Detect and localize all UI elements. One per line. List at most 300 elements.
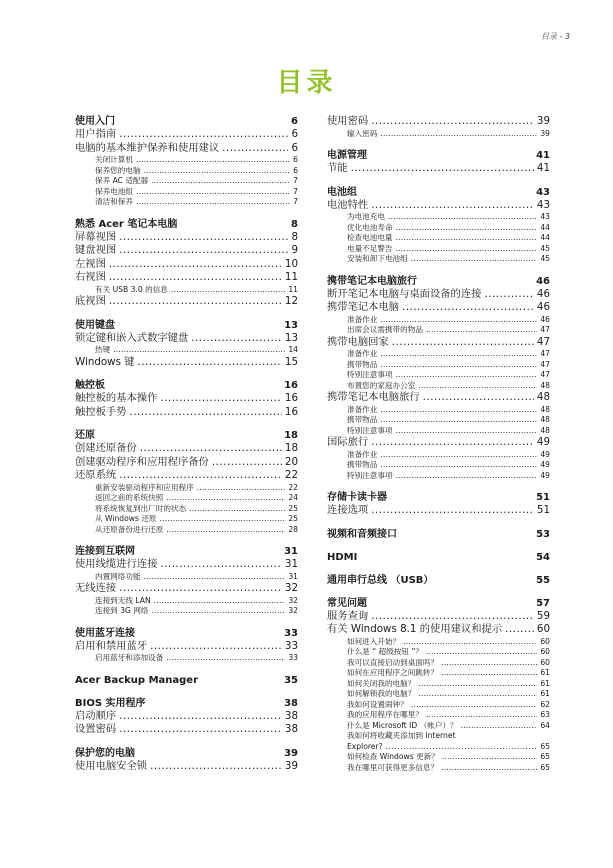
toc-page-number: 43 bbox=[540, 212, 550, 221]
toc-entry-title: 电池组 bbox=[327, 186, 357, 198]
toc-page-number: 7 bbox=[293, 176, 298, 185]
dot-leader bbox=[380, 349, 537, 360]
toc-entry-title: 从 Windows 还原 bbox=[95, 514, 157, 523]
toc-entry-subsection[interactable] bbox=[327, 349, 550, 360]
toc-page-number: 49 bbox=[540, 460, 550, 469]
toc-page-number: 47 bbox=[540, 370, 550, 379]
toc-entry-chapter[interactable] bbox=[75, 319, 298, 332]
toc-page-number: 24 bbox=[288, 493, 298, 502]
toc-entry-title: 如何检查 Windows 更新？ bbox=[347, 752, 439, 761]
toc-entry-section[interactable] bbox=[75, 760, 298, 774]
toc-page-number: 20 bbox=[284, 455, 298, 468]
toc-page-number: 53 bbox=[536, 528, 550, 540]
dot-leader bbox=[396, 223, 538, 234]
toc-entry-chapter[interactable] bbox=[327, 551, 550, 564]
toc-entry-title: 有关 USB 3.0 的信息 bbox=[95, 284, 168, 294]
toc-entry-title: 触控板的基本操作 bbox=[75, 392, 158, 404]
toc-entry-section[interactable] bbox=[75, 558, 298, 572]
toc-entry-section[interactable] bbox=[75, 406, 298, 420]
toc-entry-section[interactable] bbox=[327, 391, 550, 405]
dot-leader bbox=[418, 381, 537, 392]
toc-entry-title: 如何在应用程序之间跳转？ bbox=[347, 668, 439, 677]
toc-page-number: 65 bbox=[540, 762, 550, 772]
toc-page-number: 60 bbox=[540, 647, 550, 656]
toc-entry-title: 连接到 3G 网络 bbox=[95, 606, 149, 615]
toc-entry-subsection[interactable] bbox=[327, 763, 550, 774]
toc-entry-title: 触控板手势 bbox=[75, 405, 127, 418]
dot-leader bbox=[392, 336, 534, 350]
dot-leader bbox=[441, 658, 537, 669]
toc-entry-section[interactable] bbox=[75, 392, 298, 406]
toc-entry-title: 将系统恢复到出厂时的状态 bbox=[95, 503, 187, 513]
toc-page-number: 65 bbox=[540, 752, 550, 761]
toc-entry-title: 断开笔记本电脑与桌面设备的连接 bbox=[327, 287, 482, 300]
toc-entry-section[interactable] bbox=[75, 710, 298, 724]
toc-entry-section[interactable] bbox=[327, 162, 550, 176]
toc-page-number: 32 bbox=[288, 595, 298, 605]
dot-leader bbox=[197, 483, 286, 494]
toc-entry-title: 使用入门 bbox=[75, 116, 115, 127]
toc-page-number: 7 bbox=[293, 197, 298, 206]
toc-entry-subsection[interactable] bbox=[75, 155, 298, 166]
toc-entry-title: 连接到互联网 bbox=[75, 546, 135, 557]
toc-page-number: 22 bbox=[288, 482, 298, 492]
toc-entry-title: 携带电脑回家 bbox=[327, 335, 389, 348]
dot-leader bbox=[411, 254, 538, 265]
toc-entry-subsection[interactable] bbox=[327, 658, 550, 669]
toc-page-number: 51 bbox=[536, 504, 550, 516]
toc-entry-subsection[interactable] bbox=[75, 166, 298, 177]
toc-entry-subsection[interactable] bbox=[75, 514, 298, 525]
toc-entry-section[interactable] bbox=[75, 244, 298, 258]
toc-entry-subsection[interactable] bbox=[327, 731, 550, 752]
dot-leader bbox=[119, 469, 282, 483]
toc-page-number: 18 bbox=[284, 442, 298, 454]
toc-page-number: 31 bbox=[284, 546, 298, 557]
toc-entry-section[interactable] bbox=[327, 115, 550, 129]
toc-entry-subsection[interactable] bbox=[327, 471, 550, 482]
toc-page-number: 38 bbox=[284, 709, 298, 722]
toc-entry-title: 如何解锁我的电脑？ bbox=[347, 689, 416, 698]
toc-page-number: 18 bbox=[284, 430, 298, 441]
toc-page-number: 49 bbox=[536, 436, 550, 448]
toc-entry-section[interactable] bbox=[75, 456, 298, 470]
toc-entry-chapter[interactable] bbox=[327, 275, 550, 288]
toc-entry-chapter[interactable] bbox=[75, 115, 298, 128]
toc-entry-title: 特别注意事项 bbox=[347, 470, 393, 480]
toc-page-number: 48 bbox=[540, 425, 550, 435]
toc-entry-chapter[interactable] bbox=[75, 697, 298, 710]
toc-entry-subsection[interactable] bbox=[75, 606, 298, 617]
toc-entry-title: 启用蓝牙和添加设备 bbox=[95, 653, 164, 662]
dot-leader bbox=[371, 610, 534, 624]
toc-page-number: 31 bbox=[288, 571, 298, 581]
dot-leader bbox=[380, 450, 537, 461]
toc-entry-subsection[interactable] bbox=[327, 360, 550, 371]
toc-entry-subsection[interactable] bbox=[75, 285, 298, 296]
toc-entry-chapter[interactable] bbox=[327, 574, 550, 587]
toc-entry-title: 电量不足警告 bbox=[347, 243, 393, 253]
toc-entry-subsection[interactable] bbox=[327, 254, 550, 265]
dot-leader bbox=[388, 212, 537, 223]
toc-page-number: 31 bbox=[284, 558, 298, 570]
toc-page-number: 48 bbox=[540, 415, 550, 424]
toc-page-number: 14 bbox=[288, 345, 298, 354]
toc-entry-title: 优化电池寿命 bbox=[347, 222, 393, 232]
dot-leader bbox=[505, 623, 534, 637]
toc-page-number: 55 bbox=[536, 574, 550, 586]
toc-entry-chapter[interactable] bbox=[75, 747, 298, 760]
dot-leader bbox=[351, 162, 534, 176]
toc-entry-title: 出席会议需携带的物品 bbox=[347, 325, 423, 334]
toc-entry-title: 服务查询 bbox=[327, 609, 369, 622]
toc-page-number: 25 bbox=[288, 514, 298, 523]
toc-entry-subsection[interactable] bbox=[75, 345, 298, 356]
toc-page-number: 61 bbox=[540, 678, 550, 688]
toc-entry-subsection[interactable] bbox=[75, 493, 298, 504]
toc-entry-section[interactable] bbox=[75, 258, 298, 272]
toc-page-number: 63 bbox=[540, 710, 550, 719]
toc-entry-section[interactable] bbox=[327, 504, 550, 518]
toc-entry-subsection[interactable] bbox=[75, 653, 298, 664]
toc-entry-subsection[interactable] bbox=[327, 315, 550, 326]
toc-entry-chapter[interactable] bbox=[75, 627, 298, 640]
toc-entry-title: 触控板 bbox=[75, 380, 105, 391]
dot-leader bbox=[386, 742, 538, 753]
dot-leader bbox=[396, 244, 538, 255]
toc-page-number: 61 bbox=[540, 689, 550, 698]
dot-leader bbox=[119, 582, 282, 596]
toc-entry-subsection[interactable] bbox=[327, 244, 550, 255]
dot-leader bbox=[119, 723, 282, 737]
toc-entry-subsection[interactable] bbox=[327, 710, 550, 721]
dot-leader bbox=[396, 233, 538, 244]
dot-leader bbox=[461, 721, 538, 732]
toc-entry-section[interactable] bbox=[75, 582, 298, 596]
toc-entry-title: 什么是 Microsoft ID （帐户）？ bbox=[347, 720, 458, 730]
toc-entry-chapter[interactable] bbox=[75, 545, 298, 558]
dot-leader bbox=[403, 637, 537, 648]
toc-entry-title: 创建驱动程序和应用程序备份 bbox=[75, 455, 209, 468]
toc-entry-title: 使用蓝牙连接 bbox=[75, 627, 135, 639]
toc-entry-title: Acer Backup Manager bbox=[75, 674, 199, 686]
toc-entry-title: BIOS 实用程序 bbox=[75, 697, 146, 709]
toc-page-number: 39 bbox=[284, 747, 298, 759]
toc-entry-subsection[interactable] bbox=[327, 426, 550, 437]
dot-leader bbox=[371, 504, 534, 518]
toc-entry-subsection[interactable] bbox=[327, 637, 550, 648]
toc-entry-subsection[interactable] bbox=[327, 647, 550, 658]
toc-entry-subsection[interactable] bbox=[75, 596, 298, 607]
toc-page-number: 28 bbox=[288, 524, 298, 534]
toc-entry-section[interactable] bbox=[75, 295, 298, 309]
toc-page-number: 47 bbox=[540, 349, 550, 358]
toc-entry-subsection[interactable] bbox=[75, 187, 298, 198]
toc-entry-section[interactable] bbox=[75, 723, 298, 737]
toc-page-number: 15 bbox=[284, 355, 298, 368]
toc-entry-title: 有关 Windows 8.1 的使用建议和提示 bbox=[327, 623, 503, 635]
toc-right-column bbox=[327, 115, 550, 773]
toc-entry-subsection[interactable] bbox=[327, 325, 550, 336]
toc-page-number: 13 bbox=[284, 331, 298, 344]
toc-page-number: 39 bbox=[540, 128, 550, 138]
dot-leader bbox=[166, 525, 285, 536]
dot-leader bbox=[371, 199, 534, 213]
toc-entry-subsection[interactable] bbox=[327, 233, 550, 244]
toc-page-number: 61 bbox=[540, 668, 550, 677]
toc-entry-subsection[interactable] bbox=[75, 525, 298, 536]
dot-leader bbox=[136, 155, 290, 166]
toc-entry-title: 携带物品 bbox=[347, 415, 378, 424]
toc-page-number: 49 bbox=[540, 449, 550, 459]
dot-leader bbox=[484, 288, 533, 302]
toc-entry-section[interactable] bbox=[327, 436, 550, 450]
dot-leader bbox=[109, 258, 282, 272]
toc-page-number: 6 bbox=[293, 165, 298, 175]
toc-page-number: 43 bbox=[536, 198, 550, 211]
toc-entry-title: 锁定键和嵌入式数字键盘 bbox=[75, 331, 189, 344]
toc-entry-title: 视频和音频接口 bbox=[327, 528, 397, 540]
toc-entry-title: 从还原备份进行还原 bbox=[95, 524, 164, 534]
toc-entry-section[interactable] bbox=[327, 288, 550, 302]
toc-entry-title: 使用键盘 bbox=[75, 319, 115, 331]
toc-entry-chapter[interactable] bbox=[75, 379, 298, 392]
toc-page-number: 43 bbox=[536, 186, 550, 198]
toc-page-number: 45 bbox=[540, 254, 550, 263]
toc-entry-subsection[interactable] bbox=[327, 212, 550, 223]
toc-page-number: 8 bbox=[291, 218, 298, 230]
toc-entry-title: 保养您的电脑 bbox=[95, 165, 141, 175]
toc-entry-section[interactable] bbox=[327, 199, 550, 213]
toc-entry-subsection[interactable] bbox=[75, 483, 298, 494]
toc-page-number: 16 bbox=[284, 405, 298, 418]
dot-leader bbox=[396, 471, 538, 482]
toc-entry-title: 常见问题 bbox=[327, 597, 367, 609]
toc-entry-section[interactable] bbox=[75, 271, 298, 285]
toc-entry-title: 启用和禁用蓝牙 bbox=[75, 639, 148, 652]
toc-page-number: 13 bbox=[284, 319, 298, 331]
toc-page-number: 33 bbox=[288, 653, 298, 662]
dot-leader bbox=[119, 128, 288, 142]
toc-entry-subsection[interactable] bbox=[327, 668, 550, 679]
toc-entry-title: 使用线缆进行连接 bbox=[75, 558, 158, 570]
toc-entry-subsection[interactable] bbox=[75, 572, 298, 583]
toc-entry-title: 保养 AC 适配器 bbox=[95, 176, 149, 185]
toc-entry-subsection[interactable] bbox=[327, 129, 550, 140]
toc-entry-title: 屏幕视图 bbox=[75, 230, 117, 243]
toc-entry-title: Windows 键 bbox=[75, 355, 135, 368]
toc-entry-section[interactable] bbox=[327, 610, 550, 624]
dot-leader bbox=[380, 129, 537, 140]
dot-leader bbox=[396, 426, 538, 437]
toc-entry-section[interactable] bbox=[75, 332, 298, 346]
toc-page-number: 54 bbox=[536, 551, 550, 563]
dot-leader bbox=[411, 700, 538, 711]
toc-entry-title: Explorer? bbox=[347, 741, 383, 751]
toc-page-number: 9 bbox=[291, 244, 298, 256]
page-title: 目录 bbox=[276, 68, 337, 98]
dot-leader bbox=[423, 391, 534, 405]
toc-entry-subsection[interactable] bbox=[327, 689, 550, 700]
toc-entry-title: 电脑的基本维护保养和使用建议 bbox=[75, 141, 220, 154]
dot-leader bbox=[441, 668, 537, 679]
toc-entry-subsection[interactable] bbox=[327, 405, 550, 416]
toc-page-number: 48 bbox=[536, 391, 550, 403]
toc-entry-chapter[interactable] bbox=[327, 491, 550, 504]
toc-entry-subsection[interactable] bbox=[327, 223, 550, 234]
toc-entry-title: 存储卡读卡器 bbox=[327, 492, 387, 503]
toc-entry-chapter[interactable] bbox=[75, 218, 298, 231]
toc-page-number: 39 bbox=[536, 115, 550, 127]
toc-page-number: 46 bbox=[536, 275, 550, 287]
toc-entry-section[interactable] bbox=[75, 142, 298, 156]
toc-entry-subsection[interactable] bbox=[327, 700, 550, 711]
dot-leader bbox=[160, 558, 282, 572]
toc-entry-subsection[interactable] bbox=[327, 415, 550, 426]
toc-entry-chapter[interactable] bbox=[327, 528, 550, 541]
dot-leader bbox=[380, 460, 537, 471]
toc-entry-title: 节能 bbox=[327, 162, 348, 174]
toc-entry-title: 返回之前的系统快照 bbox=[95, 493, 164, 502]
toc-entry-section[interactable] bbox=[327, 623, 550, 637]
toc-entry-title: 左视图 bbox=[75, 257, 106, 270]
dot-leader bbox=[144, 572, 286, 583]
toc-entry-section[interactable] bbox=[327, 301, 550, 315]
toc-entry-title: 布置您的家庭办公室 bbox=[347, 380, 416, 390]
toc-page-number: 32 bbox=[288, 606, 298, 615]
toc-page-number: 6 bbox=[291, 141, 298, 154]
toc-entry-title: 无线连接 bbox=[75, 582, 117, 594]
toc-entry-title: 使用密码 bbox=[327, 115, 369, 127]
toc-entry-subsection[interactable] bbox=[75, 197, 298, 208]
toc-entry-title: 携带笔记本电脑 bbox=[327, 301, 400, 313]
dot-leader bbox=[426, 710, 537, 721]
dot-leader bbox=[426, 647, 537, 658]
dot-leader bbox=[380, 360, 537, 371]
toc-entry-subsection[interactable] bbox=[327, 721, 550, 732]
toc-entry-title: 通用串行总线 （USB） bbox=[327, 574, 434, 586]
toc-page-number: 47 bbox=[536, 335, 550, 348]
toc-page-number: 6 bbox=[291, 128, 298, 140]
toc-entry-chapter[interactable] bbox=[75, 429, 298, 442]
toc-entry-subsection[interactable] bbox=[75, 504, 298, 515]
dot-leader bbox=[212, 456, 282, 470]
dot-leader bbox=[160, 392, 282, 406]
toc-entry-title: 携带物品 bbox=[347, 460, 378, 469]
toc-entry-title: 特别注意事项 bbox=[347, 425, 393, 435]
dot-leader bbox=[150, 760, 282, 774]
toc-page-number: 16 bbox=[284, 392, 298, 404]
toc-entry-section[interactable] bbox=[75, 356, 298, 370]
toc-entry-title: 保护您的电脑 bbox=[75, 747, 135, 759]
dot-leader bbox=[166, 493, 285, 504]
toc-entry-title: 使用电脑安全锁 bbox=[75, 759, 148, 772]
dot-leader bbox=[396, 370, 538, 381]
toc-entry-chapter[interactable] bbox=[327, 186, 550, 199]
toc-page-number: 62 bbox=[540, 699, 550, 709]
toc-page-number: 7 bbox=[293, 186, 298, 196]
toc-entry-title: 连接选项 bbox=[327, 504, 369, 516]
toc-page-number: 60 bbox=[540, 657, 550, 667]
toc-page-number: 64 bbox=[540, 720, 550, 730]
dot-leader bbox=[371, 436, 534, 450]
toc-entry-subsection[interactable] bbox=[327, 370, 550, 381]
toc-page-number: 33 bbox=[284, 639, 298, 652]
toc-entry-subsection[interactable] bbox=[327, 450, 550, 461]
toc-entry-section[interactable] bbox=[75, 442, 298, 456]
toc-page-number: 51 bbox=[536, 492, 550, 503]
toc-page-number: 44 bbox=[540, 222, 550, 232]
toc-entry-line bbox=[347, 742, 550, 753]
dot-leader bbox=[138, 356, 282, 370]
toc-entry-subsection[interactable] bbox=[327, 679, 550, 690]
toc-page-number: 38 bbox=[284, 697, 298, 709]
dot-leader bbox=[166, 653, 285, 664]
dot-leader bbox=[191, 332, 282, 346]
dot-leader bbox=[441, 763, 537, 774]
toc-entry-title: 电池特性 bbox=[327, 198, 369, 211]
toc-entry-title: 清洁和保养 bbox=[95, 197, 133, 206]
toc-entry-title: 检查电池电量 bbox=[347, 233, 393, 242]
toc-entry-subsection[interactable] bbox=[327, 460, 550, 471]
toc-page-number: 60 bbox=[540, 636, 550, 646]
toc-entry-title: 设置密码 bbox=[75, 723, 117, 735]
toc-entry-title: 准备作业 bbox=[347, 349, 378, 358]
dot-leader bbox=[380, 405, 537, 416]
toc-entry-section[interactable] bbox=[75, 640, 298, 654]
toc-page-number: 65 bbox=[540, 741, 550, 751]
toc-entry-subsection[interactable] bbox=[327, 381, 550, 392]
toc-entry-subsection[interactable] bbox=[327, 752, 550, 763]
toc-page-number: 11 bbox=[284, 271, 298, 283]
dot-leader bbox=[152, 606, 286, 617]
toc-entry-title: 保养电池组 bbox=[95, 186, 133, 196]
dot-leader bbox=[154, 596, 286, 607]
toc-entry-chapter[interactable] bbox=[327, 597, 550, 610]
dot-leader bbox=[136, 197, 290, 208]
toc-page-number: 22 bbox=[284, 469, 298, 481]
toc-entry-title: 创建还原备份 bbox=[75, 442, 137, 454]
toc-entry-title: HDMI bbox=[327, 551, 358, 563]
toc-entry-section[interactable] bbox=[75, 469, 298, 483]
toc-page-number: 33 bbox=[284, 627, 298, 639]
toc-entry-section[interactable] bbox=[327, 336, 550, 350]
toc-entry-chapter[interactable] bbox=[327, 149, 550, 162]
dot-leader bbox=[119, 231, 288, 245]
dot-leader bbox=[442, 752, 537, 763]
dot-leader bbox=[140, 442, 282, 456]
dot-leader bbox=[136, 187, 290, 198]
toc-page-number: 57 bbox=[536, 597, 550, 609]
dot-leader bbox=[129, 406, 281, 420]
toc-entry-title: 启动顺序 bbox=[75, 709, 117, 722]
toc-page-number: 25 bbox=[288, 503, 298, 513]
toc-entry-title: 重新安装驱动程序和应用程序 bbox=[95, 482, 194, 492]
toc-page-number: 38 bbox=[284, 723, 298, 735]
dot-leader bbox=[171, 285, 285, 296]
toc-entry-section[interactable] bbox=[75, 231, 298, 245]
dot-leader bbox=[109, 271, 282, 285]
toc-entry-chapter[interactable] bbox=[75, 674, 298, 687]
toc-entry-title: 什么是 “ 超级按钮 ”？ bbox=[347, 647, 423, 656]
toc-entry-subsection[interactable] bbox=[75, 176, 298, 187]
toc-entry-title: 还原系统 bbox=[75, 469, 117, 481]
page-number: 目录 - 3 bbox=[540, 32, 570, 41]
toc-entry-section[interactable] bbox=[75, 128, 298, 142]
toc-entry-title: 热键 bbox=[95, 345, 111, 354]
dot-leader bbox=[144, 166, 291, 177]
toc-entry-title: 关闭计算机 bbox=[95, 155, 133, 164]
